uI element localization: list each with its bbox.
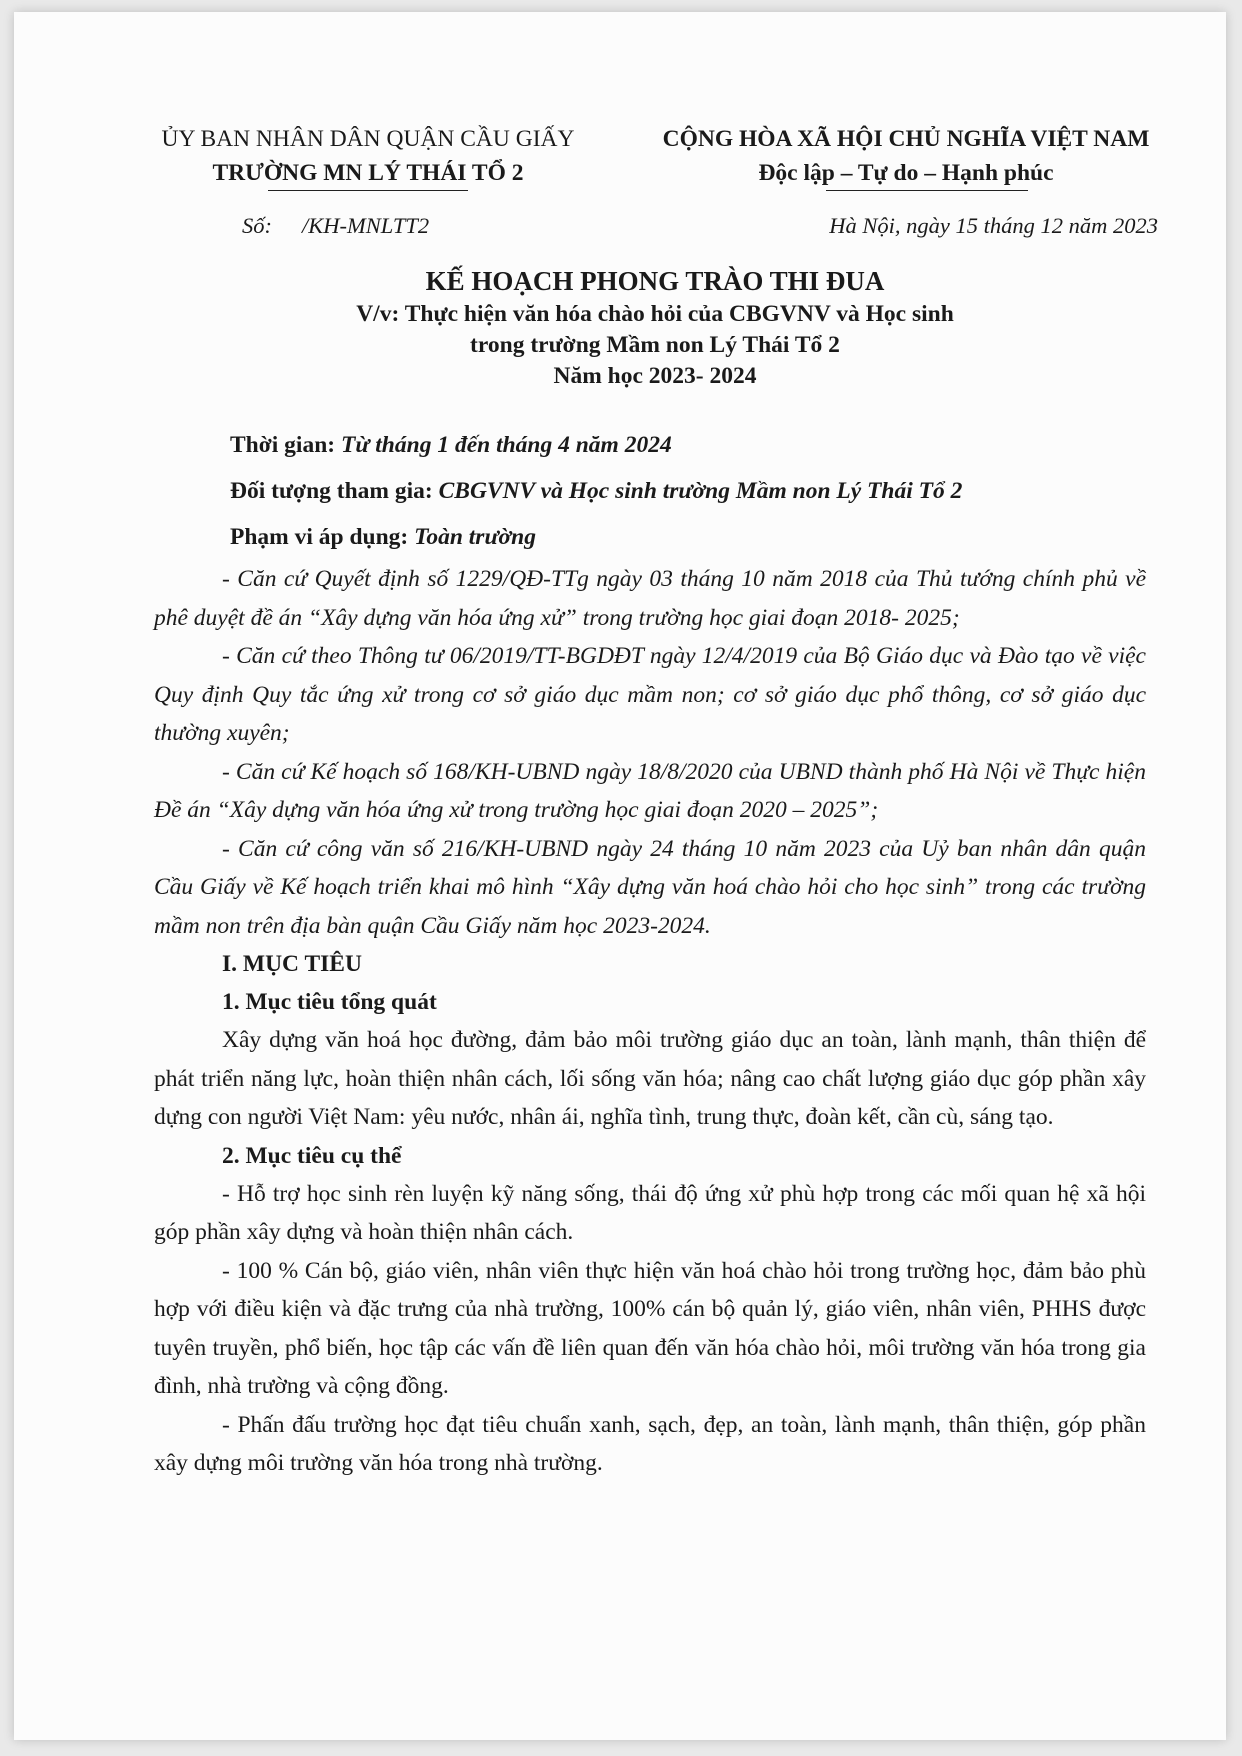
document-meta — [154, 213, 1158, 239]
info-participants — [230, 468, 1146, 514]
document-number-value: /KH-MNLTT2 — [302, 213, 430, 238]
specific-objective-item: - 100 % Cán bộ, giáo viên, nhân viên thực hiện văn hoá chào hỏi trong trường học, đảm bảo phù hợp với điều kiện và đặc trưng của nhà trường, 100% cán bộ quản lý, giáo viên, nhân viên, PHHS được tuyên truyền, phổ biến, học tập các vấn đề liên quan đến văn hóa chào hỏi, môi trường văn hóa trong gia đình, nhà trường và cộng đồng. — [154, 1257, 1146, 1399]
info-participants-label: Đối tượng tham gia: — [230, 478, 433, 504]
header-underline-left — [268, 190, 468, 191]
title-subject: V/v: Thực hiện văn hóa chào hỏi của CBGVNV và Học sinh — [356, 301, 954, 327]
specific-objective-item: - Phấn đấu trường học đạt tiêu chuẩn xanh, sạch, đẹp, an toàn, lành mạnh, thân thiện, góp phần xây dựng môi trường văn hóa trong nhà trường. — [154, 1411, 1146, 1476]
info-scope-value: Toàn trường — [414, 524, 536, 550]
school-name: TRƯỜNG MN LÝ THÁI TỔ 2 — [212, 160, 524, 186]
general-objective-text: Xây dựng văn hoá học đường, đảm bảo môi trường giáo dục an toàn, lành mạnh, thân thiện để phát triển năng lực, hoàn thiện nhân cách, lối sống văn hóa; nâng cao chất lượng giáo dục góp phần xây dựng con người Việt Nam: yêu nước, nhân ái, nghĩa tình, trung thực, đoàn kết, cần cù, sáng tạo. — [154, 1027, 1146, 1130]
motto: Độc lập – Tự do – Hạnh phúc — [758, 160, 1054, 186]
general-objective — [154, 1021, 1146, 1137]
document-page — [14, 12, 1226, 1740]
document-number-label: Số: — [242, 213, 272, 238]
legal-basis-item: - Căn cứ theo Thông tư 06/2019/TT-BGDĐT ngày 12/4/2019 của Bộ Giáo dục và Đào tạo về việc Quy định Quy tắc ứng xử trong cơ sở giáo dục mầm non; cơ sở giáo dục phổ thông, cơ sở giáo dục thường xuyên; — [154, 643, 1146, 746]
info-participants-value: CBGVNV và Học sinh trường Mầm non Lý Thái Tổ 2 — [438, 478, 963, 504]
legal-basis-item: - Căn cứ Kế hoạch số 168/KH-UBND ngày 18/8/2020 của UBND thành phố Hà Nội về Thực hiện Đề án “Xây dựng văn hóa ứng xử trong trường học giai đoạn 2020 – 2025”; — [154, 758, 1146, 823]
plan-info — [154, 422, 1146, 560]
info-time-value: Từ tháng 1 đến tháng 4 năm 2024 — [340, 432, 672, 458]
document-content — [154, 122, 1158, 1483]
subsection-heading-specific: 2. Mục tiêu cụ thể — [222, 1142, 402, 1169]
info-scope-label: Phạm vi áp dụng: — [230, 524, 409, 550]
info-time — [230, 422, 1146, 468]
title-main: KẾ HOẠCH PHONG TRÀO THI ĐUA — [425, 266, 885, 296]
national-motto — [646, 122, 1166, 191]
document-number — [242, 213, 429, 239]
issuing-authority — [154, 122, 582, 191]
info-time-label: Thời gian: — [230, 432, 336, 458]
authority-name: ỦY BAN NHÂN DÂN QUẬN CẦU GIẤY — [161, 126, 575, 152]
document-header — [154, 122, 1150, 191]
legal-basis-item: - Căn cứ Quyết định số 1229/QĐ-TTg ngày 03 tháng 10 năm 2018 của Thủ tướng chính phủ về phê duyệt đề án “Xây dựng văn hóa ứng xử” trong trường học giai đoạn 2018- 2025; — [154, 566, 1146, 631]
legal-bases — [154, 560, 1146, 945]
specific-objective-item: - Hỗ trợ học sinh rèn luyện kỹ năng sống, thái độ ứng xử phù hợp trong các mối quan hệ xã hội góp phần xây dựng và hoàn thiện nhân cách. — [154, 1180, 1146, 1245]
header-underline-right — [826, 190, 1028, 191]
document-title — [154, 263, 1146, 392]
country-name: CỘNG HÒA XÃ HỘI CHỦ NGHĨA VIỆT NAM — [662, 126, 1150, 152]
section-heading: I. MỤC TIÊU — [222, 951, 362, 977]
title-subject-cont: trong trường Mầm non Lý Thái Tổ 2 — [470, 332, 840, 358]
subsection-heading-general: 1. Mục tiêu tổng quát — [222, 989, 437, 1015]
title-school-year: Năm học 2023- 2024 — [553, 363, 757, 389]
info-scope — [230, 514, 1146, 560]
specific-objectives — [154, 1175, 1146, 1483]
legal-basis-item: - Căn cứ công văn số 216/KH-UBND ngày 24 tháng 10 năm 2023 của Uỷ ban nhân dân quận Cầu Giấy về Kế hoạch triển khai mô hình “Xây dựng văn hoá chào hỏi cho học sinh” trong các trường mầm non trên địa bàn quận Cầu Giấy năm học 2023-2024. — [154, 835, 1146, 939]
document-date: Hà Nội, ngày 15 tháng 12 năm 2023 — [829, 213, 1158, 238]
